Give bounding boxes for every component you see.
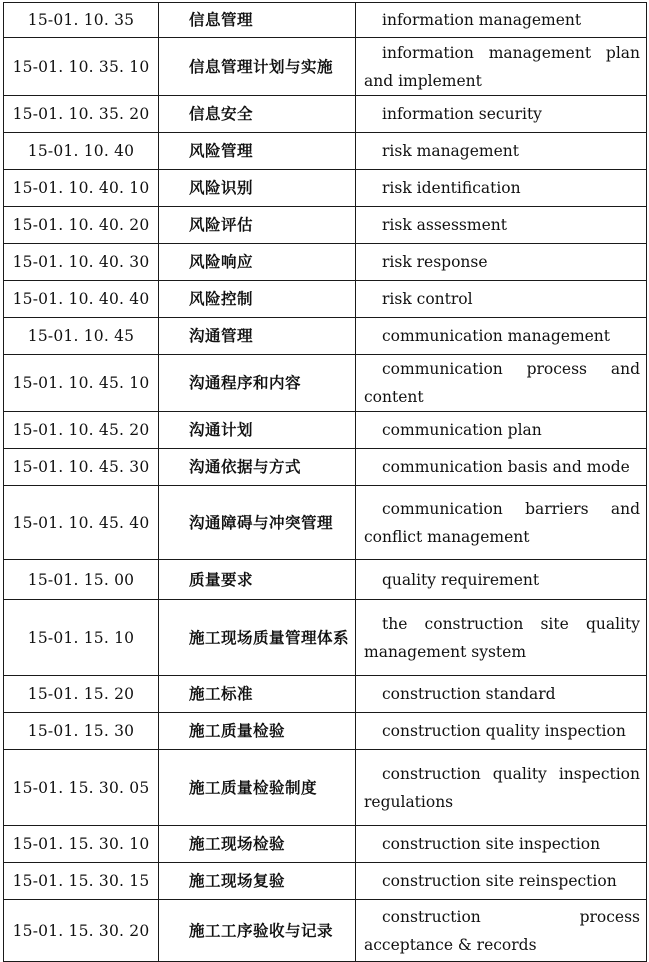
table-row bbox=[4, 38, 647, 96]
term-english: risk assessment bbox=[356, 207, 647, 244]
term-english: quality requirement bbox=[356, 560, 647, 600]
term-code: 15-01. 10. 45. 30 bbox=[4, 449, 159, 486]
term-code: 15-01. 15. 20 bbox=[4, 676, 159, 713]
table-row bbox=[4, 600, 647, 676]
table-row bbox=[4, 318, 647, 355]
term-english: risk management bbox=[356, 133, 647, 170]
term-english: communication barriers and conflict management bbox=[356, 486, 647, 560]
term-chinese: 风险管理 bbox=[159, 133, 356, 170]
term-english: risk response bbox=[356, 244, 647, 281]
term-english: construction standard bbox=[356, 676, 647, 713]
term-code: 15-01. 15. 00 bbox=[4, 560, 159, 600]
term-chinese: 信息安全 bbox=[159, 96, 356, 133]
term-english: communication plan bbox=[356, 412, 647, 449]
table-row bbox=[4, 750, 647, 826]
term-english: construction site inspection bbox=[356, 826, 647, 863]
table-row bbox=[4, 96, 647, 133]
term-chinese: 沟通计划 bbox=[159, 412, 356, 449]
term-chinese: 风险控制 bbox=[159, 281, 356, 318]
term-code: 15-01. 10. 40. 30 bbox=[4, 244, 159, 281]
term-chinese: 风险评估 bbox=[159, 207, 356, 244]
term-chinese: 沟通管理 bbox=[159, 318, 356, 355]
term-code: 15-01. 10. 45. 40 bbox=[4, 486, 159, 560]
term-chinese: 沟通障碍与冲突管理 bbox=[159, 486, 356, 560]
table-row bbox=[4, 900, 647, 962]
term-code: 15-01. 15. 30. 20 bbox=[4, 900, 159, 962]
term-english: communication process and content bbox=[356, 355, 647, 412]
term-english: information security bbox=[356, 96, 647, 133]
term-chinese: 沟通程序和内容 bbox=[159, 355, 356, 412]
term-chinese: 沟通依据与方式 bbox=[159, 449, 356, 486]
terms-table-body bbox=[4, 3, 647, 962]
term-chinese: 施工工序验收与记录 bbox=[159, 900, 356, 962]
table-row bbox=[4, 3, 647, 38]
table-row bbox=[4, 676, 647, 713]
term-english: information management bbox=[356, 3, 647, 38]
term-english: risk control bbox=[356, 281, 647, 318]
term-chinese: 施工现场复验 bbox=[159, 863, 356, 900]
term-code: 15-01. 10. 35. 10 bbox=[4, 38, 159, 96]
term-chinese: 风险响应 bbox=[159, 244, 356, 281]
term-code: 15-01. 15. 30 bbox=[4, 713, 159, 750]
table-row bbox=[4, 412, 647, 449]
term-code: 15-01. 10. 40. 20 bbox=[4, 207, 159, 244]
table-row bbox=[4, 826, 647, 863]
term-code: 15-01. 10. 35 bbox=[4, 3, 159, 38]
table-row bbox=[4, 449, 647, 486]
term-chinese: 施工质量检验 bbox=[159, 713, 356, 750]
term-chinese: 质量要求 bbox=[159, 560, 356, 600]
table-row bbox=[4, 170, 647, 207]
terms-table bbox=[3, 2, 647, 962]
term-chinese: 信息管理计划与实施 bbox=[159, 38, 356, 96]
term-chinese: 施工现场检验 bbox=[159, 826, 356, 863]
table-row bbox=[4, 355, 647, 412]
term-chinese: 信息管理 bbox=[159, 3, 356, 38]
table-row bbox=[4, 560, 647, 600]
table-row bbox=[4, 133, 647, 170]
term-chinese: 风险识别 bbox=[159, 170, 356, 207]
term-chinese: 施工标准 bbox=[159, 676, 356, 713]
term-english: risk identification bbox=[356, 170, 647, 207]
term-code: 15-01. 10. 35. 20 bbox=[4, 96, 159, 133]
term-code: 15-01. 15. 30. 10 bbox=[4, 826, 159, 863]
term-english: construction process acceptance & records bbox=[356, 900, 647, 962]
table-row bbox=[4, 207, 647, 244]
term-english: construction quality inspection bbox=[356, 713, 647, 750]
term-code: 15-01. 10. 45. 10 bbox=[4, 355, 159, 412]
term-chinese: 施工质量检验制度 bbox=[159, 750, 356, 826]
term-code: 15-01. 10. 40 bbox=[4, 133, 159, 170]
term-english: communication management bbox=[356, 318, 647, 355]
table-row bbox=[4, 713, 647, 750]
term-code: 15-01. 10. 40. 40 bbox=[4, 281, 159, 318]
table-row bbox=[4, 863, 647, 900]
term-code: 15-01. 10. 45 bbox=[4, 318, 159, 355]
term-chinese: 施工现场质量管理体系 bbox=[159, 600, 356, 676]
term-code: 15-01. 15. 10 bbox=[4, 600, 159, 676]
term-english: construction quality inspection regulations bbox=[356, 750, 647, 826]
table-row bbox=[4, 486, 647, 560]
term-english: the construction site quality management system bbox=[356, 600, 647, 676]
term-code: 15-01. 15. 30. 05 bbox=[4, 750, 159, 826]
term-code: 15-01. 10. 40. 10 bbox=[4, 170, 159, 207]
term-english: communication basis and mode bbox=[356, 449, 647, 486]
term-english: construction site reinspection bbox=[356, 863, 647, 900]
term-code: 15-01. 10. 45. 20 bbox=[4, 412, 159, 449]
table-row bbox=[4, 281, 647, 318]
term-code: 15-01. 15. 30. 15 bbox=[4, 863, 159, 900]
table-row bbox=[4, 244, 647, 281]
term-english: information management plan and implement bbox=[356, 38, 647, 96]
